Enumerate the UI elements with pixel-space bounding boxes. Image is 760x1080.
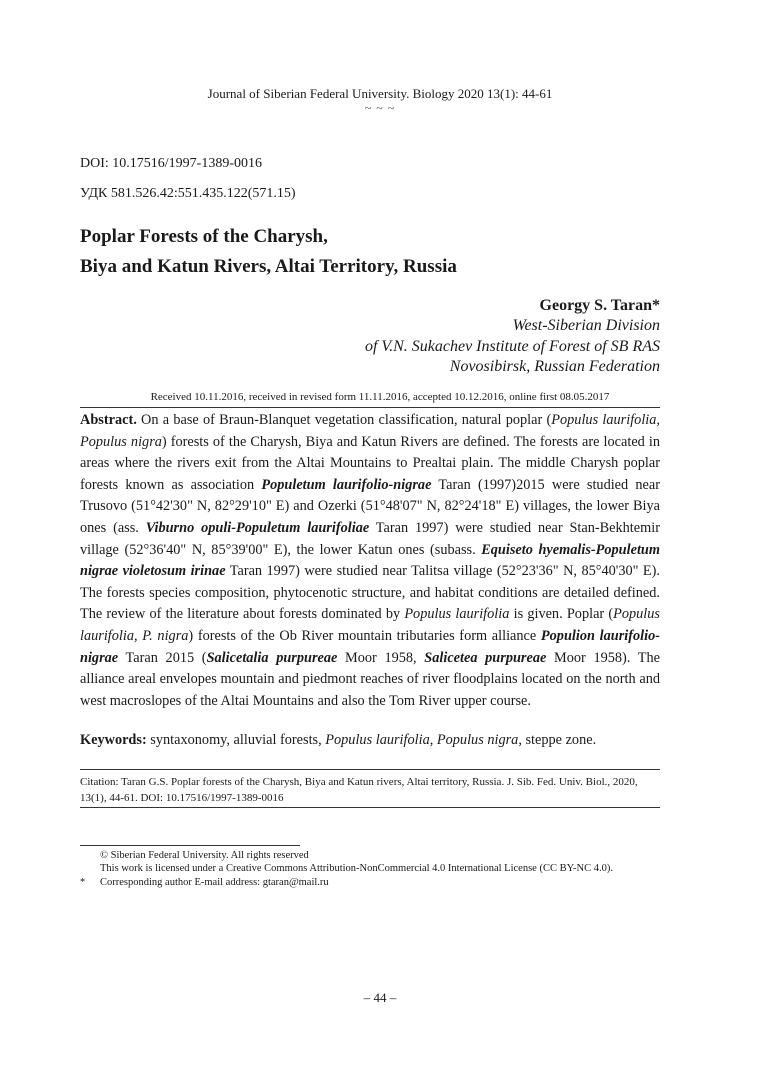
citation: Citation: Taran G.S. Poplar forests of the Charysh, Biya and Katun rivers, Altai territory, Russia. J. Sib. Fed. Univ. Biol., 2020, 13(1), 44-61. DOI: 10.17516/1997-1389-0016 <box>80 776 638 804</box>
abstract: Abstract. On a base of Braun-Blanquet vegetation classification, natural poplar (Populus laurifolia, Populus nigra) forests of the Charysh, Biya and Katun Rivers are defined. The forests are located in areas where the rivers exit from the Altai Mountains to Prealtai plain. The middle Charysh poplar forests known as association Populetum laurifolio-nigrae Taran (1997)2015 were studied near Trusovo (51°42'30" N, 82°29'10" E) and Ozerki (51°48'07" N, 82°24'18" E) villages, the lower Biya ones (ass. Viburno opuli-Populetum laurifoliae Taran 1997) were studied near Stan-Bekhtemir village (52°36'40" N, 85°39'00" E), the lower Katun ones (subass. Equiseto hyemalis-Populetum nigrae violetosum irinae Taran 1997) were studied near Talitsa village (52°23'36" N, 85°40'30" E). The forests species composition, phytocenotic structure, and habitat conditions are detailed defined. The review of the literature about forests dominated by Populus laurifolia is given. Poplar (Populus laurifolia, P. nigra) forests of the Ob River mountain tributaries form alliance Populion laurifolio-nigrae Taran 2015 (Salicetalia purpureae Moor 1958, Salicetea purpureae Moor 1958). The alliance areal envelopes mountain and piedmont reaches of river floodplains located on the north and west macroslopes of the Altai Mountains and also the Tom River upper course. <box>80 412 661 709</box>
species-name: Populus laurifolia, P. nigra <box>80 606 660 644</box>
footnote-rule <box>80 845 300 846</box>
journal-header: Journal of Siberian Federal University. Biology 2020 13(1): 44-61 <box>207 86 553 101</box>
syntaxon-name: Equiseto hyemalis-Populetum nigrae violetosum irinae <box>80 541 660 580</box>
page-number: – 44 – <box>363 990 397 1005</box>
citation-top-rule <box>80 769 660 770</box>
syntaxon-name: Salicetea purpureae <box>424 649 547 666</box>
footnote-corresponding: * Corresponding author E-mail address: gtaran@mail.ru <box>80 877 329 888</box>
footnote-license: This work is licensed under a Creative Commons Attribution-NonCommercial 4.0 International License (CC BY-NC 4.0). <box>100 863 613 874</box>
footnote-star: * <box>80 877 86 888</box>
syntaxon-name: Salicetalia purpureae <box>206 649 338 666</box>
doi: DOI: 10.17516/1997-1389-0016 <box>80 156 262 171</box>
abstract-top-rule <box>80 407 660 408</box>
syntaxon-name: Viburno opuli-Populetum laurifoliae <box>145 519 370 536</box>
species-name: Populus laurifolia <box>404 606 510 623</box>
footnote-copyright: © Siberian Federal University. All rights reserved <box>100 850 309 861</box>
udk: УДК 581.526.42:551.435.122(571.15) <box>80 186 296 201</box>
received-dates: Received 10.11.2016, received in revised form 11.11.2016, accepted 10.12.2016, online first 08.05.2017 <box>150 391 610 403</box>
title-line-2: Biya and Katun Rivers, Altai Territory, Russia <box>80 256 457 277</box>
header-ornament: ~ ~ ~ <box>364 101 396 115</box>
affiliation-line-2: of V.N. Sukachev Institute of Forest of SB RAS <box>364 338 660 355</box>
author-name: Georgy S. Taran* <box>539 297 660 314</box>
affiliation-line-1: West-Siberian Division <box>512 317 660 334</box>
keywords-label: Keywords: <box>80 732 147 748</box>
abstract-label: Abstract. <box>80 412 137 428</box>
keywords: Keywords: syntaxonomy, alluvial forests, Populus laurifolia, Populus nigra, steppe zone. <box>80 732 597 748</box>
syntaxon-name: Populetum laurifolio-nigrae <box>261 476 432 493</box>
title-line-1: Poplar Forests of the Charysh, <box>80 226 328 247</box>
syntaxon-name: Populion laurifolio-nigrae <box>80 627 660 666</box>
species-name: Populus laurifolia, Populus nigra <box>80 412 660 450</box>
affiliation-line-3: Novosibirsk, Russian Federation <box>449 358 660 375</box>
citation-bottom-rule <box>80 807 660 808</box>
